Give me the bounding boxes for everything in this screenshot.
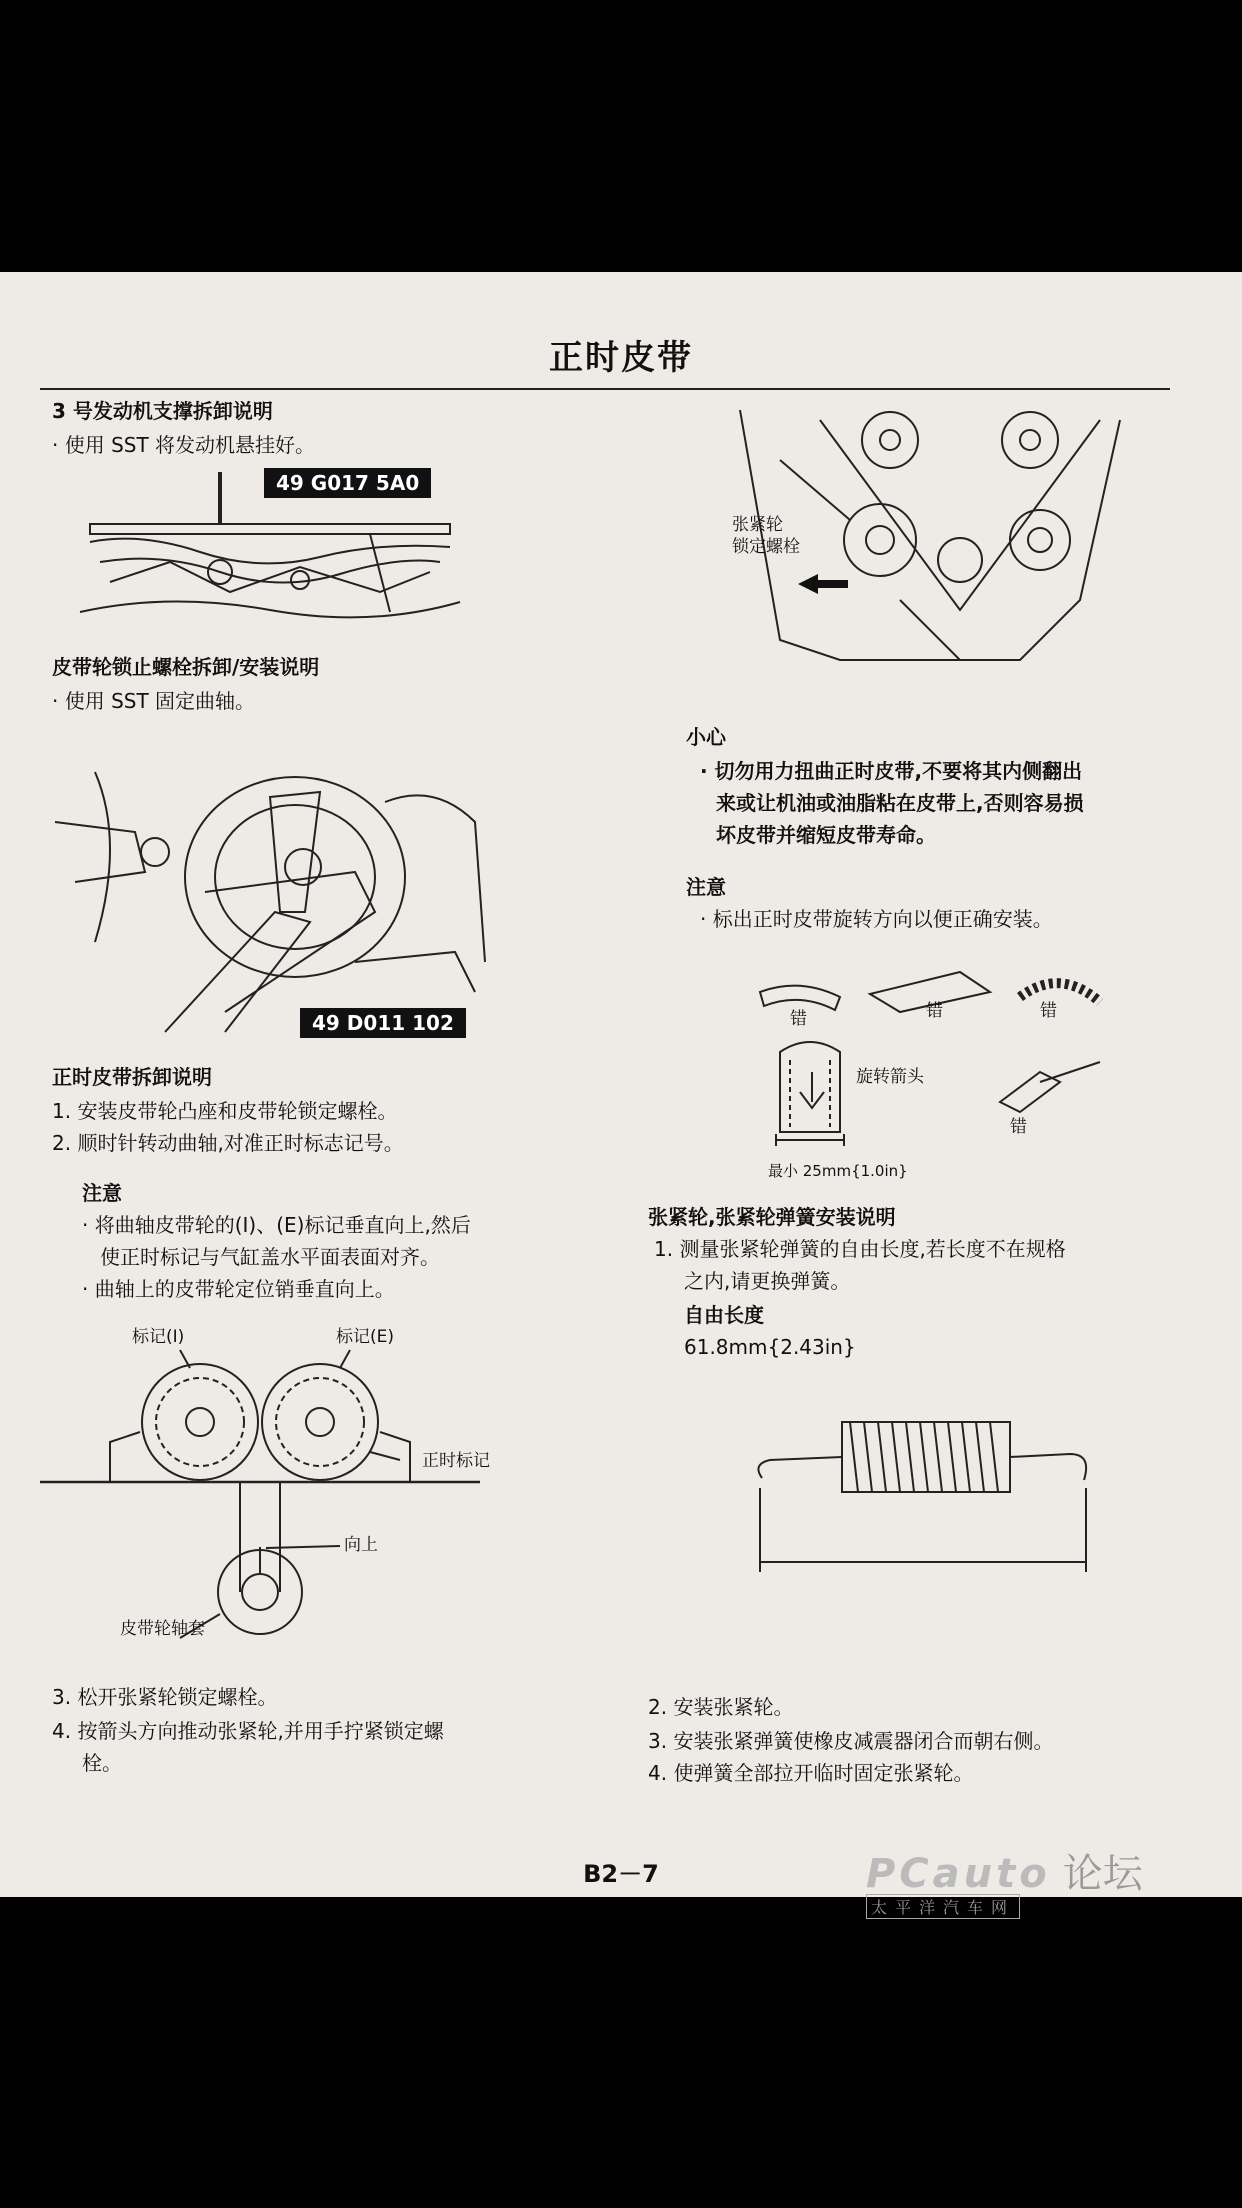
pulley-hub-label: 皮带轮轴套 [120, 1619, 205, 1639]
belt-removal-heading: 正时皮带拆卸说明 [52, 1065, 212, 1089]
left-note-heading: 注意 [82, 1181, 122, 1205]
pcauto-brand: PCauto [866, 1851, 1051, 1897]
min-width-label: 最小 25mm{1.0in} [768, 1162, 908, 1180]
caution-line-1: · 切勿用力扭曲正时皮带,不要将其内侧翻出 [700, 759, 1083, 783]
manual-page [0, 272, 1242, 1917]
mark-i-label: 标记(I) [132, 1327, 185, 1347]
tensioner-bolt-label-line-2: 锁定螺栓 [732, 537, 800, 557]
tensioner-install-heading: 张紧轮,张紧轮弹簧安装说明 [648, 1205, 896, 1229]
pcauto-subtitle: 太平洋汽车网 [866, 1894, 1020, 1919]
tensioner-step-1-line-2: 之内,请更换弹簧。 [684, 1269, 851, 1293]
sst-tag-1: 49 G017 5A0 [264, 468, 431, 498]
timing-marks-figure [40, 1342, 480, 1642]
tensioner-figure [720, 400, 1140, 670]
wrong-label-4: 错 [1010, 1117, 1027, 1137]
right-step-2: 2. 安装张紧轮。 [648, 1695, 794, 1719]
left-step-4-line-1: 4. 按箭头方向推动张紧轮,并用手拧紧锁定螺 [52, 1719, 444, 1743]
caution-heading: 小心 [686, 725, 726, 749]
pulley-bolt-heading: 皮带轮锁止螺栓拆卸/安装说明 [52, 655, 320, 679]
page-number: B2－7 [583, 1860, 659, 1888]
caution-line-3: 坏皮带并缩短皮带寿命。 [716, 823, 936, 847]
right-step-4: 4. 使弹簧全部拉开临时固定张紧轮。 [648, 1761, 974, 1785]
mark-e-label: 标记(E) [336, 1327, 395, 1347]
belt-removal-step-1: 1. 安装皮带轮凸座和皮带轮锁定螺栓。 [52, 1099, 398, 1123]
right-note-heading: 注意 [686, 875, 726, 899]
left-step-3: 3. 松开张紧轮锁定螺栓。 [52, 1685, 278, 1709]
forum-text: 论坛 [1062, 1851, 1143, 1897]
left-note-2: · 曲轴上的皮带轮定位销垂直向上。 [82, 1277, 395, 1301]
wrong-label-1: 错 [790, 1009, 807, 1029]
belt-handling-figure [740, 962, 1140, 1162]
wrong-label-2: 错 [926, 1001, 943, 1021]
tensioner-bolt-label-line-1: 张紧轮 [732, 515, 783, 535]
right-note-item: · 标出正时皮带旋转方向以便正确安装。 [700, 907, 1053, 931]
caution-line-2: 来或让机油或油脂粘在皮带上,否则容易损 [716, 791, 1084, 815]
pulley-bolt-step: · 使用 SST 固定曲轴。 [52, 689, 256, 713]
rotation-arrow-label: 旋转箭头 [856, 1067, 924, 1087]
engine-support-heading: 3 号发动机支撑拆卸说明 [52, 399, 273, 423]
up-label: 向上 [344, 1535, 378, 1555]
left-note-1-line-2: 使正时标记与气缸盖水平面表面对齐。 [100, 1245, 440, 1269]
free-length-label: 自由长度 [684, 1303, 764, 1327]
spring-figure [740, 1402, 1120, 1602]
left-note-1-line-1: · 将曲轴皮带轮的(I)、(E)标记垂直向上,然后 [82, 1213, 471, 1237]
timing-mark-label: 正时标记 [422, 1451, 490, 1471]
wrong-label-3: 错 [1040, 1001, 1057, 1021]
crankshaft-holder-figure [55, 762, 495, 1032]
left-step-4-line-2: 栓。 [82, 1751, 122, 1775]
sst-tag-2: 49 D011 102 [300, 1008, 466, 1038]
right-step-3: 3. 安装张紧弹簧使橡皮减震器闭合而朝右侧。 [648, 1729, 1054, 1753]
tensioner-step-1-line-1: 1. 测量张紧轮弹簧的自由长度,若长度不在规格 [654, 1237, 1066, 1261]
page-title: 正时皮带 [549, 338, 693, 378]
engine-support-step: · 使用 SST 将发动机悬挂好。 [52, 433, 316, 457]
title-rule [40, 388, 1170, 390]
belt-removal-step-2: 2. 顺时针转动曲轴,对准正时标志记号。 [52, 1131, 404, 1155]
free-length-value: 61.8mm{2.43in} [684, 1335, 856, 1359]
